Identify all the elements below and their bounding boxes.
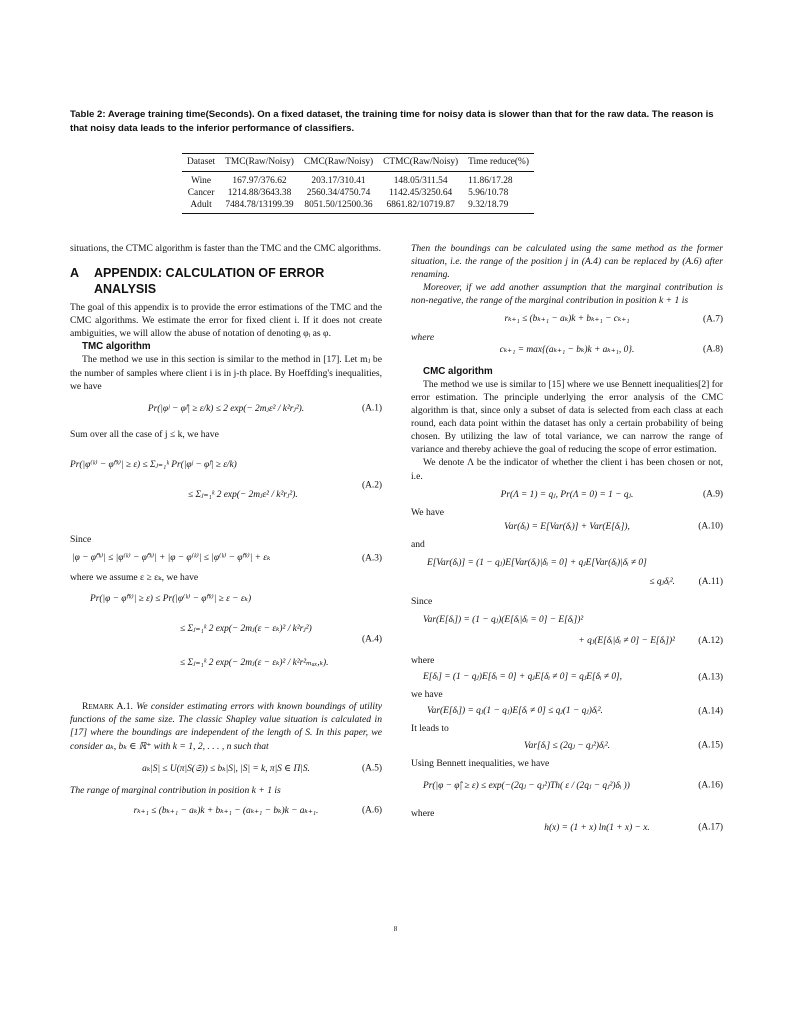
section-heading <box>70 265 382 297</box>
equation-tag: (A.10) <box>698 521 723 532</box>
table-row <box>182 199 534 214</box>
table-cell: Wine <box>191 176 212 186</box>
remark-label: Remark A.1. <box>82 701 133 713</box>
table-cell: 148.05/311.54 <box>393 176 448 186</box>
equation-a3 <box>70 552 382 565</box>
equation-tag: (A.4) <box>361 634 382 645</box>
table-cell: 6861.82/10719.87 <box>378 199 463 214</box>
remark-text: We consider estimating errors with known boundings of utility functions of the same size. The classic Shapley value situation is calculated in [17] where the boundings are independent of the length of S. In this paper, we consider aₖ, bₖ ∈ ℝ⁺ with k = 1, 2, . . . , n such that <box>70 701 382 752</box>
table-cell: 8051.50/12500.36 <box>299 199 378 214</box>
equation-a6 <box>70 805 382 818</box>
remark <box>70 700 382 752</box>
paragraph: Using Bennett inequalities, we have <box>411 757 550 769</box>
equation-body: Var[δᵢ] ≤ (2qⱼ − qⱼ²)δᵢ². <box>523 740 611 751</box>
equation-a9 <box>411 489 723 502</box>
equation-body: ≤ Σⱼ₌₁ᵏ 2 exp(− 2mⱼ(ε − εₖ)² / k²r²ₘₐₓ,ₖ). <box>180 658 329 669</box>
table-row <box>182 172 534 188</box>
equation-a16 <box>411 780 723 793</box>
equation-body: Pr(Λ = 1) = qⱼ, Pr(Λ = 0) = 1 − qⱼ. <box>500 489 634 500</box>
equation-body: ≤ Σⱼ₌₁ᵏ 2 exp(− 2mⱼε² / k²rⱼ²). <box>188 490 298 501</box>
equation-tag: (A.9) <box>702 489 723 500</box>
equation-a7 <box>411 313 723 326</box>
equation-tag: (A.7) <box>702 314 723 325</box>
equation-tag: (A.1) <box>361 403 382 414</box>
equation-a5 <box>70 763 382 776</box>
equation-a17 <box>411 822 723 835</box>
paragraph: The method we use is similar to [15] where we use Bennett inequalities[2] for error estimation. The principle underlying the error analysis of the CMC algorithm is that, since only a subset of data is selected from each class at each round, each data point within the dataset has only a certain probability of being chosen. By utilizing the law of total variance, we can narrow the range of variance and thereby achieve the goal of reducing the scope of error estimation. <box>411 378 723 456</box>
equation-body: E[δᵢ] = (1 − qⱼ)E[δᵢ = 0] + qⱼE[δᵢ ≠ 0] = qⱼE[δᵢ ≠ 0], <box>423 672 623 683</box>
paragraph: we have <box>411 689 443 701</box>
equation-a2 <box>70 449 382 523</box>
table-cell: 167.97/376.62 <box>232 176 287 186</box>
equation-a13 <box>411 671 723 684</box>
equation-body: Var(E[δᵢ]) = (1 − qⱼ)(E[δᵢ|δᵢ = 0] − E[δᵢ])² <box>423 615 584 626</box>
equation-tag: (A.5) <box>361 763 382 774</box>
equation-body: ≤ qⱼδᵢ². <box>649 577 675 588</box>
left-column <box>70 242 382 818</box>
training-time-table <box>182 153 534 214</box>
equation-a4 <box>70 590 382 690</box>
equation-tag: (A.12) <box>698 635 723 646</box>
equation-tag: (A.14) <box>698 706 723 717</box>
equation-a10 <box>411 521 723 534</box>
equation-body: Pr(|φ⁽ᵏ⁾ − φ̂⁽ᵏ⁾| ≥ ε) ≤ Σⱼ₌₁ᵏ Pr(|φʲ − φ̂ʲ| ≥ ε/k) <box>70 459 237 470</box>
subsection-heading: TMC algorithm <box>82 341 151 353</box>
paragraph: Since <box>70 533 92 545</box>
equation-body: rₖ₊₁ ≤ (bₖ₊₁ − aₖ)k + bₖ₊₁ − (aₖ₊₁ − bₖ)k − aₖ₊₁. <box>133 805 319 816</box>
page-number: 8 <box>393 925 398 933</box>
equation-tag: (A.2) <box>361 480 382 491</box>
table-cell: 5.96/10.78 <box>468 188 509 198</box>
equation-body: + qⱼ(E[δᵢ|δᵢ ≠ 0] − E[δᵢ])² <box>578 636 675 647</box>
equation-a15 <box>411 740 723 753</box>
equation-a14 <box>411 705 723 718</box>
equation-body: aₖ|S| ≤ U(π|S(𝔖)) ≤ bₖ|S|, |S| = k, π|S ∈ Π|S. <box>142 763 310 774</box>
paragraph: We have <box>411 506 445 518</box>
equation-a12 <box>411 614 723 648</box>
section-title-cont: ANALYSIS <box>94 282 157 297</box>
header-dataset: Dataset <box>182 154 220 172</box>
header-ctmc: CTMC(Raw/Noisy) <box>378 154 463 172</box>
table-cell: 203.17/310.41 <box>311 176 366 186</box>
table-cell: 11.86/17.28 <box>468 176 513 186</box>
equation-body: Var(δᵢ) = E[Var(δᵢ)] + Var(E[δᵢ]), <box>504 521 630 532</box>
equation-body: Pr(|φ − φ̂| ≥ ε) ≤ exp(−(2qⱼ − qⱼ²)Th( ε / (2qⱼ − qⱼ²)δᵢ )) <box>423 780 630 791</box>
section-title: APPENDIX: CALCULATION OF ERROR <box>94 266 325 281</box>
paragraph: where we assume ε ≥ εₖ, we have <box>70 572 199 584</box>
table-row <box>182 187 534 199</box>
table-cell: 1214.88/3643.38 <box>227 188 292 198</box>
table-caption: Table 2: Average training time(Seconds). On a fixed dataset, the training time for noisy data is slower than that for the raw data. The reason is that noisy data leads to the inferior performance of classifiers. <box>70 109 714 134</box>
table-cell: Cancer <box>187 188 215 198</box>
paragraph: Moreover, if we add another assumption that the marginal contribution is non-negative, the range of the marginal contribution in position k + 1 is <box>411 282 723 307</box>
paragraph: where <box>411 655 435 667</box>
equation-body: rₖ₊₁ ≤ (bₖ₊₁ − aₖ)k + bₖ₊₁ − cₖ₊₁ <box>504 314 630 325</box>
paragraph: It leads to <box>411 723 449 735</box>
paragraph: We denote Λ be the indicator of whether the client i has been chosen or not, i.e. <box>411 457 723 482</box>
paragraph: where <box>411 331 435 343</box>
equation-body: Var(E[δᵢ]) = qⱼ(1 − qⱼ)E[δᵢ ≠ 0] ≤ qⱼ(1 − qⱼ)δᵢ². <box>427 706 603 717</box>
table-cell: Adult <box>182 199 220 214</box>
table-cell: 1142.45/3250.64 <box>389 188 453 198</box>
equation-body: ≤ Σⱼ₌₁ᵏ 2 exp(− 2mⱼ(ε − εₖ)² / k²rⱼ²) <box>180 624 312 635</box>
paragraph: and <box>411 538 425 550</box>
equation-tag: (A.8) <box>702 344 723 355</box>
equation-body: |φ − φ̂⁽ᵏ⁾| ≤ |φ⁽ᵏ⁾ − φ̂⁽ᵏ⁾| + |φ − φ⁽ᵏ⁾| ≤ |φ⁽ᵏ⁾ − φ̂⁽ᵏ⁾| + εₖ <box>72 553 271 564</box>
right-column <box>411 242 723 835</box>
table-cell: 7484.78/13199.39 <box>220 199 299 214</box>
equation-tag: (A.15) <box>698 740 723 751</box>
equation-body: E[Var(δᵢ)] = (1 − qⱼ)E[Var(δᵢ)|δᵢ = 0] + qⱼE[Var(δᵢ)|δᵢ ≠ 0] <box>427 557 647 568</box>
header-tmc: TMC(Raw/Noisy) <box>220 154 299 172</box>
subsection-heading: CMC algorithm <box>423 365 493 377</box>
table-cell: 2560.34/4750.74 <box>306 188 371 198</box>
paragraph: The goal of this appendix is to provide the error estimations of the TMC and the CMC algorithms. We estimate the error for fixed client i. If it does not create ambiguities, we will allow the abuse of notation of denoting φᵢ as φ. <box>70 302 382 340</box>
paragraph: where <box>411 807 435 819</box>
equation-a8 <box>411 344 723 357</box>
table-header-row <box>182 154 534 172</box>
paragraph: situations, the CTMC algorithm is faster than the TMC and the CMC algorithms. <box>70 243 382 254</box>
equation-tag: (A.17) <box>698 822 723 833</box>
paragraph: Then the boundings can be calculated using the same method as the former situation, i.e. the range of the position j in (A.4) can be replaced by (A.6) after renaming. <box>411 243 723 281</box>
equation-body: Pr(|φʲ − φ̂ʲ| ≥ ε/k) ≤ 2 exp(− 2mⱼε² / k²rⱼ²). <box>147 403 305 414</box>
paragraph: Since <box>411 595 433 607</box>
header-time-reduce: Time reduce(%) <box>463 154 534 172</box>
equation-tag: (A.3) <box>361 553 382 564</box>
header-cmc: CMC(Raw/Noisy) <box>299 154 378 172</box>
equation-a11 <box>411 557 723 587</box>
section-number: A <box>70 266 80 281</box>
equation-tag: (A.6) <box>361 805 382 816</box>
equation-tag: (A.13) <box>698 672 723 683</box>
equation-body: cₖ₊₁ = max{(aₖ₊₁ − bₖ)k + aₖ₊₁, 0}. <box>499 344 635 355</box>
paragraph: The range of marginal contribution in position k + 1 is <box>70 784 281 796</box>
table-cell: 9.32/18.79 <box>463 199 534 214</box>
equation-tag: (A.11) <box>698 576 723 587</box>
paragraph: Sum over all the case of j ≤ k, we have <box>70 428 219 440</box>
equation-body: Pr(|φ − φ̂⁽ᵏ⁾| ≥ ε) ≤ Pr(|φ⁽ᵏ⁾ − φ̂⁽ᵏ⁾| ≥ ε − εₖ) <box>90 594 252 605</box>
paragraph: The method we use in this section is similar to the method in [17]. Let mⱼ be the number of samples where client i is in j-th place. By Hoeffding's inequalities, we have <box>70 354 382 392</box>
equation-a1 <box>70 403 382 416</box>
equation-tag: (A.16) <box>698 780 723 791</box>
equation-body: h(x) = (1 + x) ln(1 + x) − x. <box>544 822 650 833</box>
